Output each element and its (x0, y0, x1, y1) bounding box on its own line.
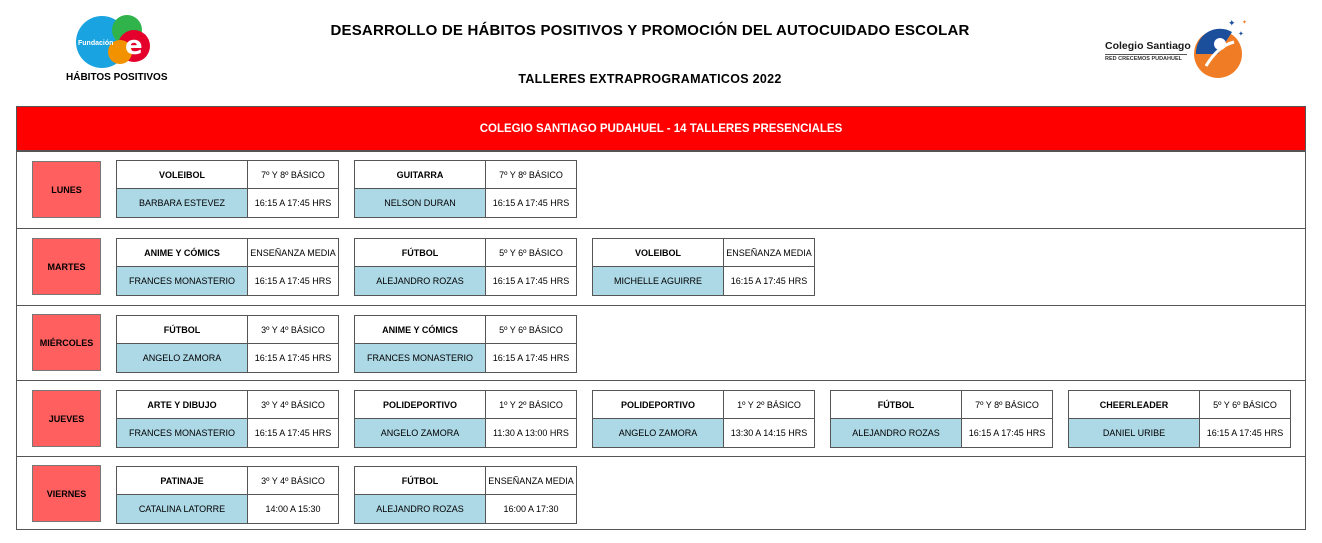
workshop-grade: 3º Y 4º BÁSICO (248, 391, 338, 419)
logo-left-small-text: Fundación (78, 40, 114, 47)
workshop-time: 16:15 A 17:45 HRS (254, 198, 332, 208)
workshop-card (116, 238, 339, 296)
workshop-grade: 5º Y 6º BÁSICO (486, 316, 576, 344)
workshop-teacher: ANGELO ZAMORA (593, 419, 724, 447)
workshop-subject: VOLEIBOL (593, 239, 724, 267)
workshop-grade: ENSEÑANZA MEDIA (486, 467, 576, 495)
day-label: VIERNES (32, 465, 101, 522)
workshop-time: 16:00 A 17:30 (503, 504, 559, 514)
workshop-time: 16:15 A 17:45 HRS (254, 276, 332, 286)
workshop-card (830, 390, 1053, 448)
colegio-santiago-logo (1100, 16, 1260, 86)
day-label: MARTES (32, 238, 101, 295)
workshop-subject: CHEERLEADER (1069, 391, 1200, 419)
workshop-teacher: NELSON DURAN (355, 189, 486, 217)
workshop-card (116, 390, 339, 448)
workshop-subject: FÚTBOL (117, 316, 248, 344)
workshop-card (1068, 390, 1291, 448)
workshop-subject: VOLEIBOL (117, 161, 248, 189)
workshop-subject: ANIME Y CÓMICS (355, 316, 486, 344)
workshop-teacher: FRANCES MONASTERIO (117, 267, 248, 295)
workshop-subject: ARTE Y DIBUJO (117, 391, 248, 419)
workshop-card (592, 390, 815, 448)
day-label: JUEVES (32, 390, 101, 447)
logo-right-name: Colegio Santiago (1105, 40, 1191, 52)
workshop-card (354, 390, 577, 448)
workshop-teacher: FRANCES MONASTERIO (355, 344, 486, 372)
workshop-subject: POLIDEPORTIVO (355, 391, 486, 419)
logo-right-network: RED CRECEMOS PUDAHUEL (1105, 54, 1187, 62)
workshop-teacher: ANGELO ZAMORA (117, 344, 248, 372)
workshop-subject: FÚTBOL (831, 391, 962, 419)
workshop-teacher: ANGELO ZAMORA (355, 419, 486, 447)
workshop-grade: 3º Y 4º BÁSICO (248, 467, 338, 495)
workshop-teacher: ALEJANDRO ROZAS (355, 267, 486, 295)
day-label: LUNES (32, 161, 101, 218)
workshop-time: 16:15 A 17:45 HRS (254, 353, 332, 363)
workshop-card (354, 315, 577, 373)
workshop-grade: ENSEÑANZA MEDIA (724, 239, 814, 267)
page-header (0, 0, 1322, 100)
workshop-grade: 5º Y 6º BÁSICO (1200, 391, 1290, 419)
workshop-grade: 1º Y 2º BÁSICO (486, 391, 576, 419)
workshop-grade: 3º Y 4º BÁSICO (248, 316, 338, 344)
workshop-subject: FÚTBOL (355, 239, 486, 267)
page-title: DESARROLLO DE HÁBITOS POSITIVOS Y PROMOCIÓN DEL AUTOCUIDADO ESCOLAR (330, 22, 970, 39)
workshop-time: 16:15 A 17:45 HRS (492, 198, 570, 208)
workshop-card (354, 466, 577, 524)
svg-text:✦: ✦ (1238, 31, 1244, 38)
workshop-grade: ENSEÑANZA MEDIA (248, 239, 338, 267)
workshop-grade: 5º Y 6º BÁSICO (486, 239, 576, 267)
workshop-card (354, 160, 577, 218)
day-row-martes (17, 228, 1305, 305)
workshop-teacher: BARBARA ESTEVEZ (117, 189, 248, 217)
workshop-card (354, 238, 577, 296)
workshop-grade: 1º Y 2º BÁSICO (724, 391, 814, 419)
logo-left-label: HÁBITOS POSITIVOS (66, 72, 168, 83)
workshop-grade: 7º Y 8º BÁSICO (486, 161, 576, 189)
workshop-grade: 7º Y 8º BÁSICO (962, 391, 1052, 419)
day-row-viernes (17, 456, 1305, 529)
svg-text:✦: ✦ (1242, 20, 1248, 26)
workshop-teacher: FRANCES MONASTERIO (117, 419, 248, 447)
workshop-time: 16:15 A 17:45 HRS (254, 428, 332, 438)
workshop-subject: POLIDEPORTIVO (593, 391, 724, 419)
workshop-teacher: ALEJANDRO ROZAS (831, 419, 962, 447)
day-label: MIÉRCOLES (32, 314, 101, 371)
workshop-card (116, 160, 339, 218)
page-subtitle: TALLERES EXTRAPROGRAMATICOS 2022 (518, 72, 782, 86)
workshop-teacher: DANIEL URIBE (1069, 419, 1200, 447)
workshop-subject: GUITARRA (355, 161, 486, 189)
school-banner: COLEGIO SANTIAGO PUDAHUEL - 14 TALLERES PRESENCIALES (17, 107, 1305, 151)
workshop-subject: FÚTBOL (355, 467, 486, 495)
workshop-card (592, 238, 815, 296)
day-row-jueves (17, 380, 1305, 456)
workshop-teacher: CATALINA LATORRE (117, 495, 248, 523)
svg-text:✦: ✦ (1228, 18, 1236, 28)
workshop-time: 11:30 A 13:00 HRS (493, 428, 569, 438)
workshop-subject: ANIME Y CÓMICS (117, 239, 248, 267)
workshop-teacher: ALEJANDRO ROZAS (355, 495, 486, 523)
workshop-time: 16:15 A 17:45 HRS (730, 276, 808, 286)
workshop-grade: 7º Y 8º BÁSICO (248, 161, 338, 189)
workshop-teacher: MICHELLE AGUIRRE (593, 267, 724, 295)
workshop-time: 16:15 A 17:45 HRS (1206, 428, 1284, 438)
workshop-card (116, 466, 339, 524)
day-row-miercoles (17, 305, 1305, 380)
workshop-time: 14:00 A 15:30 (265, 504, 321, 514)
day-row-lunes (17, 151, 1305, 228)
schedule-frame (16, 106, 1306, 530)
workshop-time: 16:15 A 17:45 HRS (492, 276, 570, 286)
workshop-time: 16:15 A 17:45 HRS (492, 353, 570, 363)
workshop-time: 13:30 A 14:15 HRS (730, 428, 808, 438)
workshop-time: 16:15 A 17:45 HRS (968, 428, 1046, 438)
workshop-subject: PATINAJE (117, 467, 248, 495)
colegio-emblem-icon (1188, 16, 1250, 82)
svg-text:e: e (125, 31, 143, 61)
workshop-card (116, 315, 339, 373)
